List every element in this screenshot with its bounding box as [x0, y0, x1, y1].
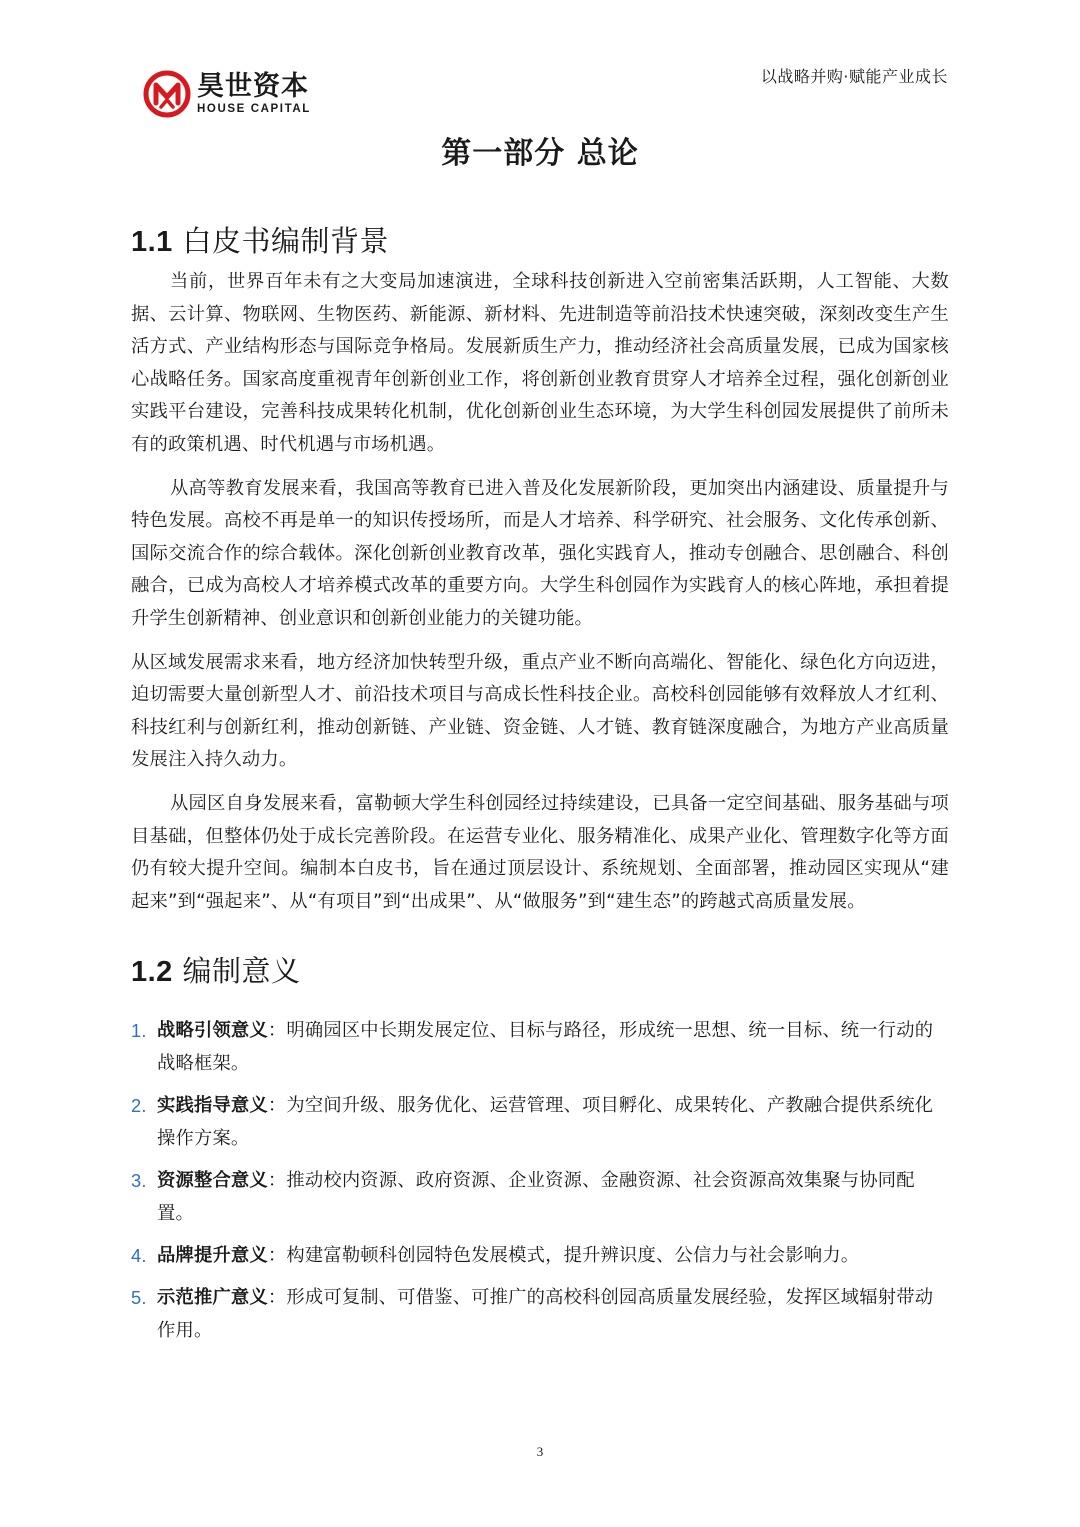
list-text: ：明确园区中长期发展定位、目标与路径，形成统一思想、统一目标、统一行动的战略框架。: [157, 1020, 934, 1075]
list-index: 5.: [131, 1287, 147, 1309]
list-item: [131, 1014, 949, 1080]
list-item: [131, 1089, 949, 1155]
paragraph: 从区域发展需求来看，地方经济加快转型升级，重点产业不断向高端化、智能化、绿色化方向迈进，迫切需要大量创新型人才、前沿技术项目与高成长性科技企业。高校科创园能够有效释放人才红利、科技红利与创新红利，推动创新链、产业链、资金链、人才链、教育链深度融合，为地方产业高质量发展注入持久动力。: [131, 651, 949, 771]
list-term: 实践指导意义: [157, 1095, 268, 1117]
list-text: ：为空间升级、服务优化、运营管理、项目孵化、成果转化、产教融合提供系统化操作方案。: [157, 1095, 934, 1150]
section-number: 1.1: [131, 226, 173, 258]
page-content: [131, 126, 949, 1356]
list-index: 4.: [131, 1245, 147, 1267]
paragraph: 当前，世界百年未有之大变局加速演进，全球科技创新进入空前密集活跃期，人工智能、大数据、云计算、物联网、生物医药、新能源、新材料、先进制造等前沿技术快速突破，深刻改变生产生活方式、产业结构形态与国际竞争格局。发展新质生产力，推动经济社会高质量发展，已成为国家核心战略任务。国家高度重视青年创新创业工作，将创新创业教育贯穿人才培养全过程，强化创新创业实践平台建设，完善科技成果转化机制，优化创新创业生态环境，为大学生科创园发展提供了前所未有的政策机遇、时代机遇与市场机遇。: [131, 271, 949, 455]
list-item: [131, 1281, 949, 1347]
section-number: 1.2: [131, 956, 173, 989]
logo-mark-icon: [143, 70, 191, 118]
section-heading-1-2: [131, 946, 949, 996]
list-term: 品牌提升意义: [157, 1245, 268, 1267]
paragraph: 从高等教育发展来看，我国高等教育已进入普及化发展新阶段，更加突出内涵建设、质量提升与特色发展。高校不再是单一的知识传授场所，而是人才培养、科学研究、社会服务、文化传承创新、国际交流合作的综合载体。深化创新创业教育改革，强化实践育人，推动专创融合、思创融合、科创融合，已成为高校人才培养模式改革的重要方向。大学生科创园作为实践育人的核心阵地，承担着提升学生创新精神、创业意识和创新创业能力的关键功能。: [131, 477, 949, 629]
section-title-text: 白皮书编制背景: [182, 224, 390, 258]
list-index: 3.: [131, 1170, 147, 1192]
list-term: 示范推广意义: [157, 1287, 268, 1309]
list-text: ：构建富勒顿科创园特色发展模式，提升辨识度、公信力与社会影响力。: [267, 1245, 860, 1267]
list-index: 1.: [131, 1020, 147, 1042]
logo-chinese-name: 昊世资本: [197, 70, 309, 102]
section-heading-1-1: [131, 216, 949, 266]
paragraph: 从园区自身发展来看，富勒顿大学生科创园经过持续建设，已具备一定空间基础、服务基础与项目基础，但整体仍处于成长完善阶段。在运营专业化、服务精准化、成果产业化、管理数字化等方面仍有较大提升空间。编制本白皮书，旨在通过顶层设计、系统规划、全面部署，推动园区实现从“建起来”到“强起来”、从“有项目”到“出成果”、从“做服务”到“建生态”的跨越式高质量发展。: [131, 792, 949, 912]
list-item: [131, 1239, 949, 1272]
list-term: 资源整合意义: [157, 1170, 268, 1192]
section-title-text: 编制意义: [182, 954, 301, 989]
page-number: 3: [536, 1444, 544, 1459]
page-header: [0, 0, 1080, 130]
list-text: ：形成可复制、可借鉴、可推广的高校科创园高质量发展经验，发挥区域辐射带动作用。: [157, 1287, 934, 1342]
list-term: 战略引领意义: [157, 1020, 268, 1042]
list-text: ：推动校内资源、政府资源、企业资源、金融资源、社会资源高效集聚与协同配置。: [157, 1170, 915, 1225]
significance-list: [131, 1014, 949, 1347]
header-slogan: 以战略并购·赋能产业成长: [760, 67, 948, 86]
part-title: 第一部分 总论: [441, 136, 639, 171]
company-logo: [143, 70, 311, 118]
list-item: [131, 1164, 949, 1230]
logo-english-name: HOUSE CAPITAL: [197, 102, 311, 115]
list-index: 2.: [131, 1095, 147, 1117]
